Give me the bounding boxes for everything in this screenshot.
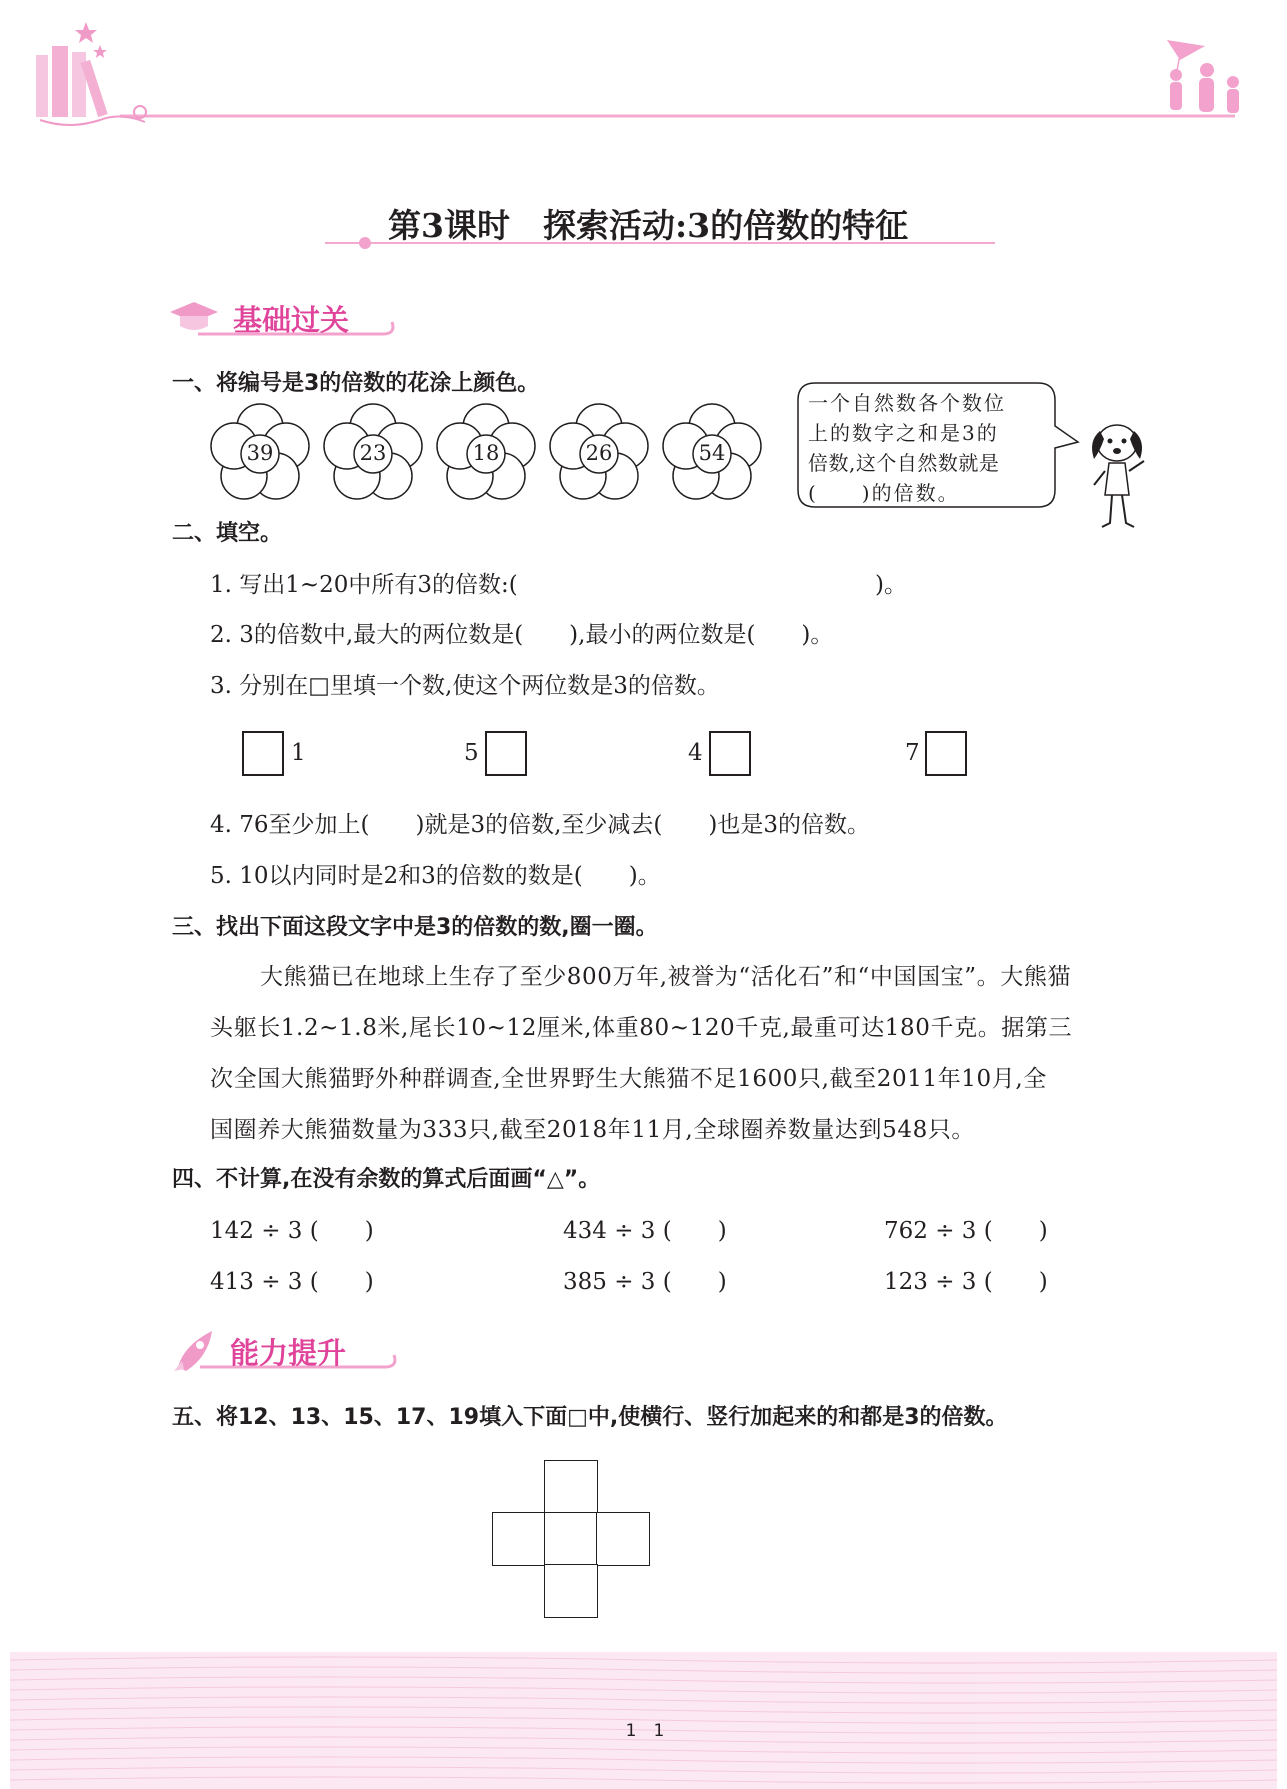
grid-cell-right[interactable] [596, 1512, 650, 1566]
children-kite-icon [1167, 40, 1239, 113]
q2-item-2: 2. 3的倍数中,最大的两位数是( ),最小的两位数是( )。 [210, 622, 834, 648]
bubble-line: 上的数字之和是3的 [808, 421, 999, 445]
q2-item-5: 5. 10以内同时是2和3的倍数的数是( )。 [210, 863, 661, 889]
flower-number: 39 [246, 441, 274, 465]
division-expr: 762 ÷ 3 ( ) [884, 1218, 1048, 1244]
fixed-digit: 4 [688, 740, 703, 766]
title-underline [325, 236, 995, 250]
bubble-line: 一个自然数各个数位 [808, 391, 1006, 415]
grid-cell-bottom[interactable] [544, 1564, 598, 1618]
fixed-digit: 5 [464, 740, 479, 766]
answer-box[interactable] [709, 731, 751, 776]
q2-item-1: 1. 写出1~20中所有3的倍数:( [210, 572, 518, 598]
division-expr: 123 ÷ 3 ( ) [884, 1269, 1048, 1295]
answer-box[interactable] [485, 731, 527, 776]
q3-heading: 三、找出下面这段文字中是3的倍数的数,圈一圈。 [172, 915, 658, 940]
lesson-title: 第3课时 探索活动:3的倍数的特征 [388, 206, 909, 245]
flower-number: 54 [698, 441, 726, 465]
division-expr: 385 ÷ 3 ( ) [563, 1269, 727, 1295]
bubble-line: ( )的倍数。 [808, 481, 960, 505]
division-expr: 142 ÷ 3 ( ) [210, 1218, 374, 1244]
fixed-digit: 1 [291, 740, 306, 766]
division-expr: 434 ÷ 3 ( ) [563, 1218, 727, 1244]
graduation-cap-icon [170, 302, 218, 330]
section-title-basic: 基础过关 [233, 303, 350, 337]
grid-cell-top[interactable] [544, 1460, 598, 1514]
grid-cell-left[interactable] [492, 1512, 546, 1566]
paragraph-line: 头躯长1.2~1.8米,尾长10~12厘米,体重80~120千克,最重可达180千克。据第三 [210, 1015, 1073, 1041]
q2-item-4: 4. 76至少加上( )就是3的倍数,至少减去( )也是3的倍数。 [210, 812, 870, 838]
q4-heading: 四、不计算,在没有余数的算式后面画“△”。 [172, 1167, 601, 1192]
q2-heading: 二、填空。 [172, 521, 283, 546]
answer-box[interactable] [925, 731, 967, 776]
fixed-digit: 7 [905, 740, 920, 766]
q1-heading: 一、将编号是3的倍数的花涂上颜色。 [172, 371, 540, 396]
flower-number: 18 [472, 441, 500, 465]
q5-heading: 五、将12、13、15、17、19填入下面□中,使横行、竖行加起来的和都是3的倍数。 [172, 1405, 1008, 1430]
q2-item-1-end: )。 [875, 572, 907, 598]
cross-grid [492, 1460, 652, 1620]
books-icon [36, 46, 146, 125]
grid-cell-center[interactable] [544, 1512, 598, 1566]
header-decoration [0, 0, 1287, 140]
paragraph-line: 大熊猫已在地球上生存了至少800万年,被誉为“活化石”和“中国国宝”。大熊猫 [260, 964, 1072, 990]
cartoon-dog-icon [1082, 415, 1152, 540]
bubble-line: 倍数,这个自然数就是 [808, 451, 1000, 475]
page-number: 1 1 [625, 1721, 665, 1741]
answer-box[interactable] [242, 731, 284, 776]
flower-number: 26 [585, 441, 613, 465]
division-expr: 413 ÷ 3 ( ) [210, 1269, 374, 1295]
rocket-icon [174, 1331, 212, 1371]
paragraph-line: 次全国大熊猫野外种群调查,全世界野生大熊猫不足1600只,截至2011年10月,全 [210, 1066, 1047, 1092]
speech-bubble-text [808, 388, 1006, 508]
section-title-advanced: 能力提升 [230, 1336, 347, 1370]
q2-item-3: 3. 分别在□里填一个数,使这个两位数是3的倍数。 [210, 673, 720, 699]
flower-number: 23 [359, 441, 387, 465]
paragraph-line: 国圈养大熊猫数量为333只,截至2018年11月,全球圈养数量达到548只。 [210, 1117, 976, 1143]
